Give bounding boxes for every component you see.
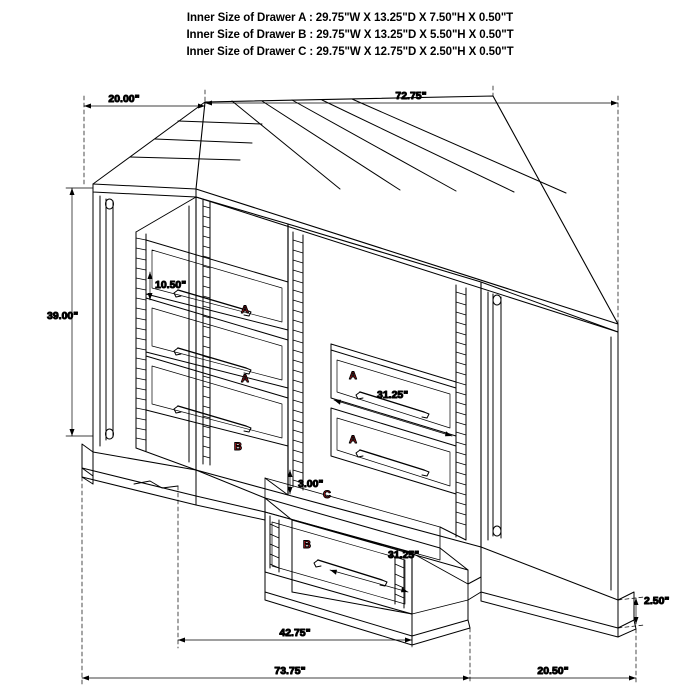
left-side-panel xyxy=(93,192,196,470)
base-plinth xyxy=(82,444,636,645)
cabinet-front-left xyxy=(136,197,288,495)
dim-height-left: 39.00" xyxy=(47,310,79,322)
spec-line-drawer-c: Inner Size of Drawer C : 29.75"W X 12.75"D X 2.50"H X 0.50"T xyxy=(186,46,514,58)
dim-top-width: 72.75" xyxy=(395,90,427,102)
dim-base-height: 2.50" xyxy=(644,595,670,607)
drawer-label-b2: B xyxy=(303,539,311,551)
dim-top-left-depth: 20.00" xyxy=(108,93,140,105)
dim-drawer-width-upper: 31.25" xyxy=(377,389,409,401)
drawer-stack-left xyxy=(146,240,288,446)
drawer-label-a2: A xyxy=(241,373,249,385)
drawer-label-b1: B xyxy=(234,441,242,453)
cabinet-front-right xyxy=(288,224,481,547)
dim-bottom-right-depth: 20.50" xyxy=(537,665,569,677)
dim-drawer-width-lower: 31.25" xyxy=(388,549,420,561)
dimension-lines xyxy=(66,86,644,684)
drawer-label-a3: A xyxy=(349,370,357,382)
dresser-top-surface xyxy=(93,96,618,332)
drawer-label-c1: C xyxy=(323,489,331,501)
dim-bottom-inner-width: 42.75" xyxy=(279,627,311,639)
drawer-label-a1: A xyxy=(241,304,249,316)
right-side-panel xyxy=(481,282,618,600)
dim-drawer-face-height: 10.50" xyxy=(155,279,187,291)
open-drawer-assembly xyxy=(265,478,468,614)
spec-line-drawer-b: Inner Size of Drawer B : 29.75"W X 13.25"D X 5.50"H X 0.50"T xyxy=(186,29,514,41)
dimension-labels xyxy=(47,90,669,677)
dim-drawer-gap: 3.00" xyxy=(298,478,324,490)
drawer-stack-right xyxy=(331,344,456,494)
dim-bottom-total-width: 73.75" xyxy=(274,665,306,677)
spec-line-drawer-a: Inner Size of Drawer A : 29.75"W X 13.25"D X 7.50"H X 0.50"T xyxy=(186,12,514,24)
drawer-label-a4: A xyxy=(349,434,357,446)
